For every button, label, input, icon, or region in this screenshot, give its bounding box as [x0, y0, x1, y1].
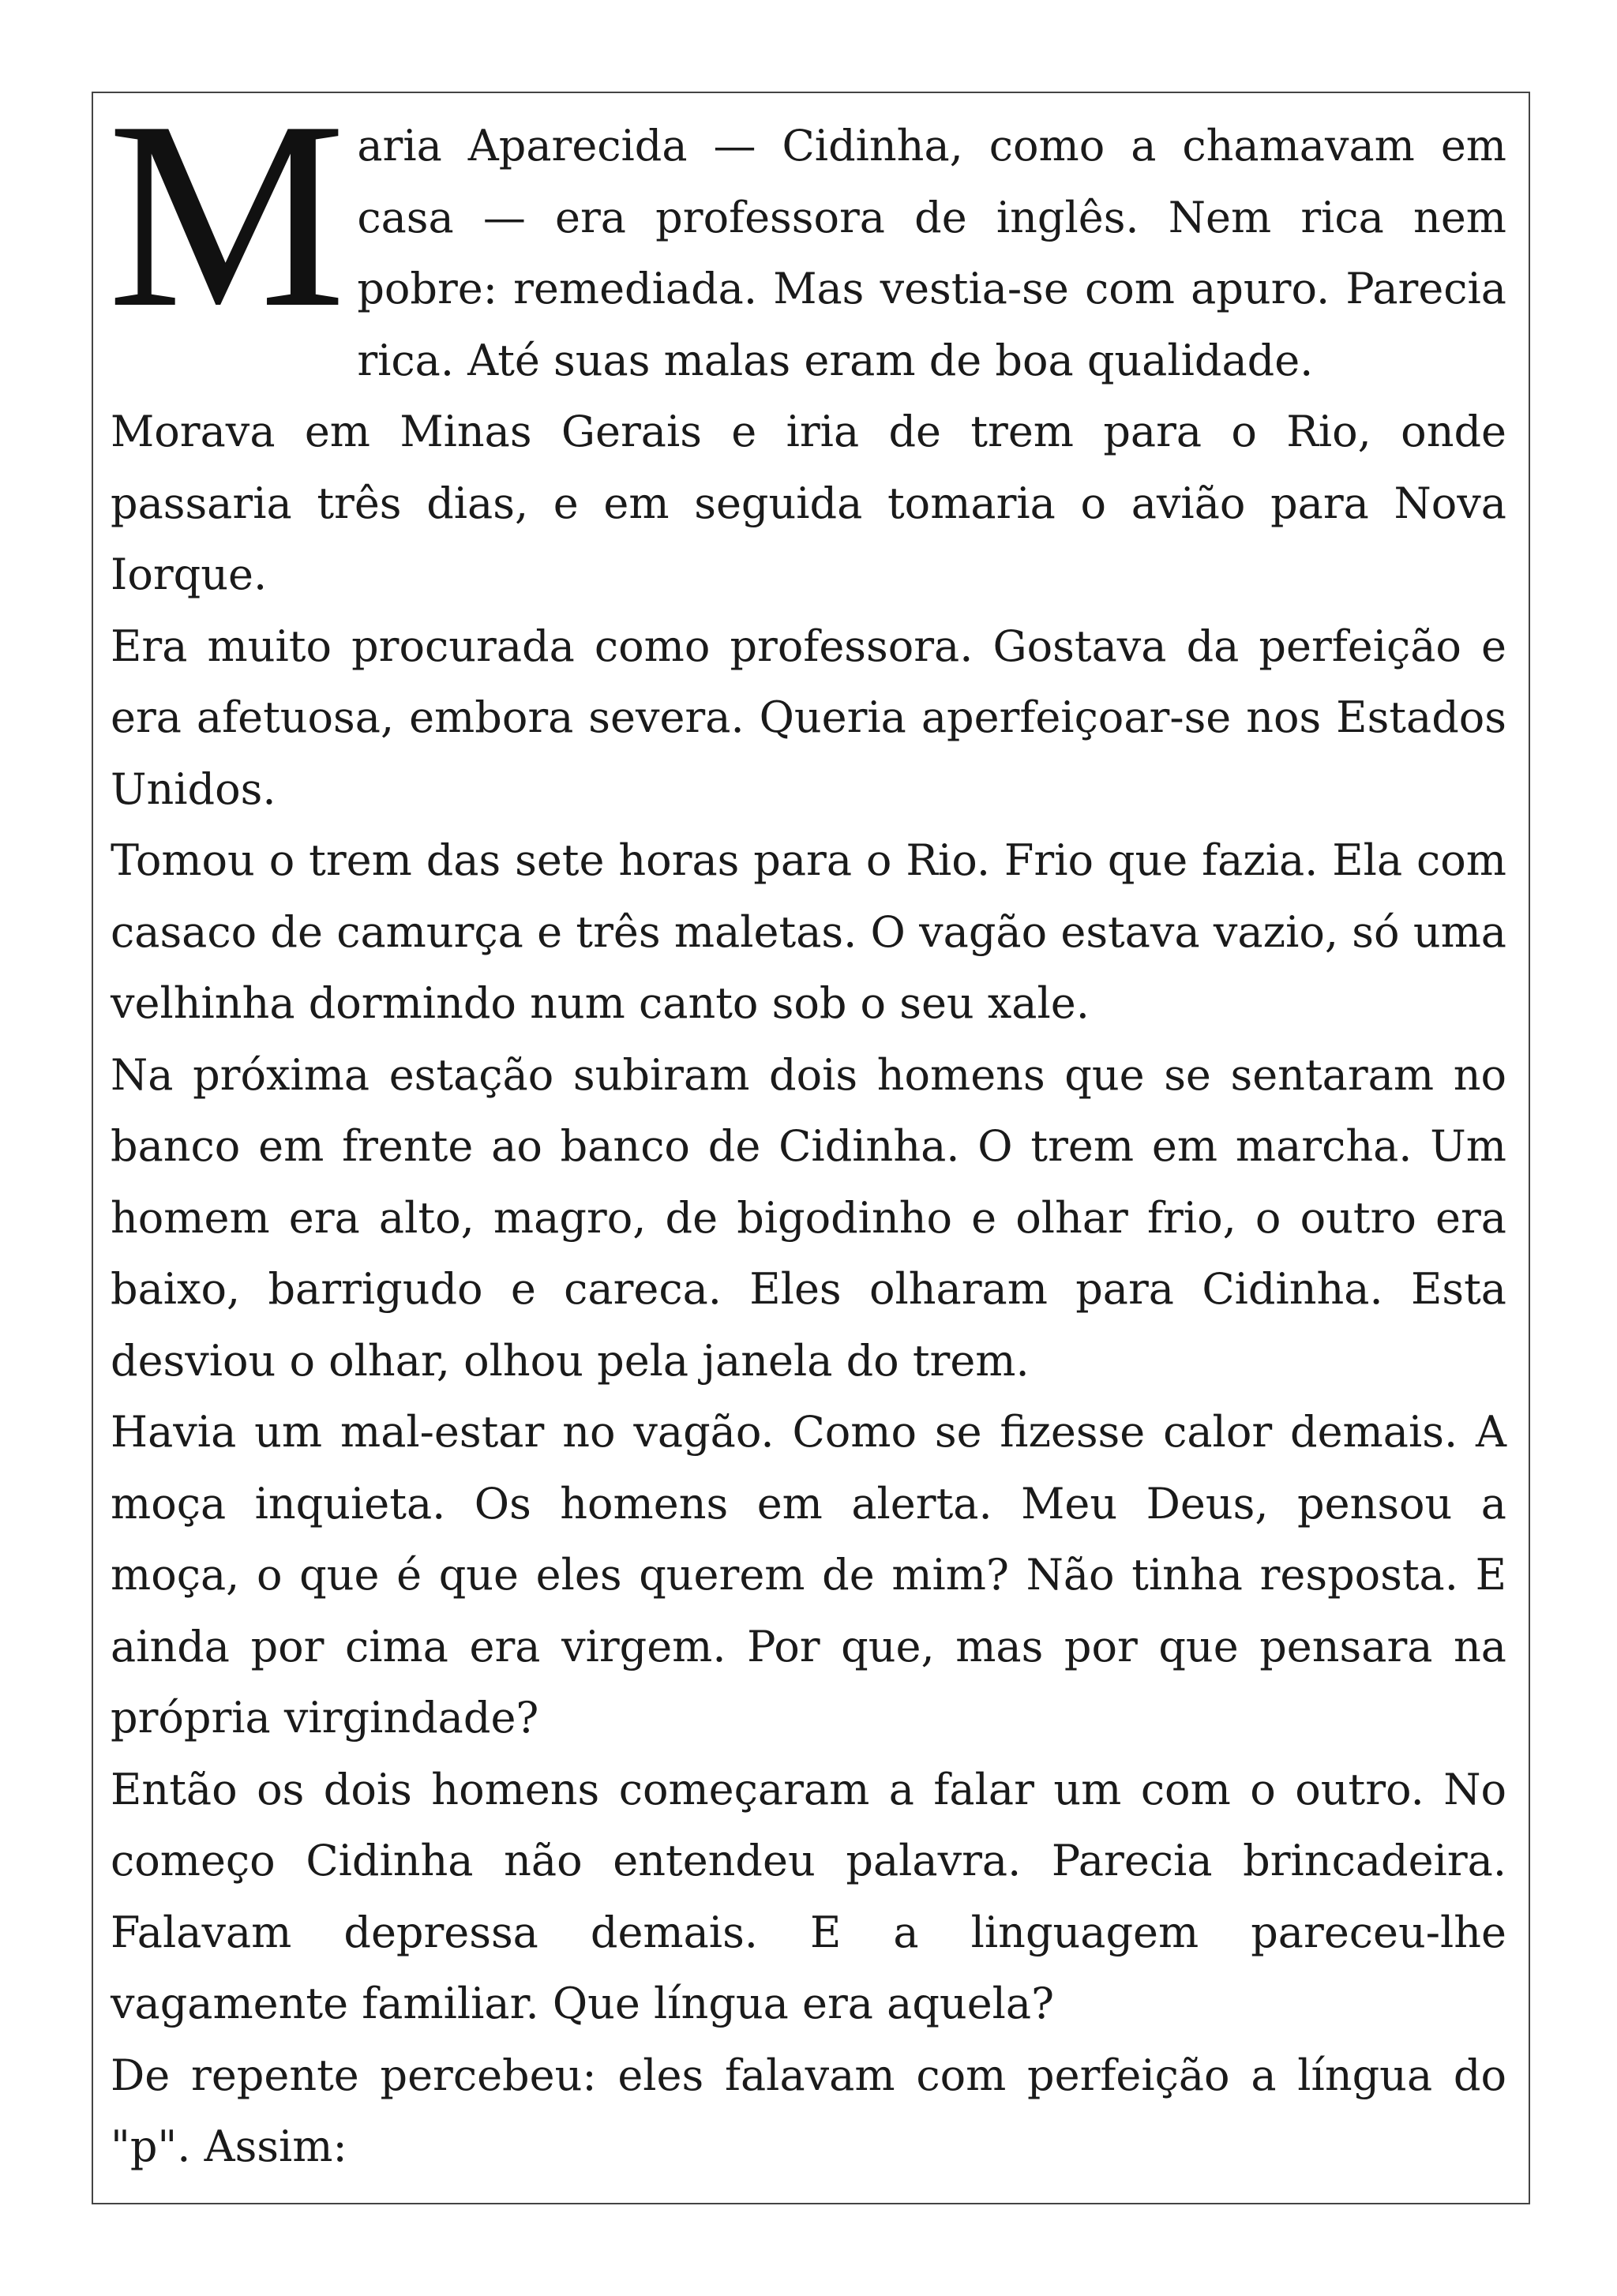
paragraph-1 — [107, 66, 1506, 396]
paragraph-3: Era muito procurada como professora. Gostava da perfeição e era afetuosa, embora severa. Queria aperfeiçoar-se nos Estados Unidos. — [111, 621, 1506, 814]
paragraph-5: Na próxima estação subiram dois homens que se sentaram no banco em frente ao banco de Cidinha. O trem em marcha. Um homem era alto, magro, de bigodinho e olhar frio, o outro era baixo, barrigudo e careca. Eles olharam para Cidinha. Esta desviou o olhar, olhou pela janela do trem. — [111, 1049, 1506, 1386]
paragraph-2: Morava em Minas Gerais e iria de trem para o Rio, onde passaria três dias, e em seguida tomaria o avião para Nova Iorque. — [111, 407, 1506, 599]
paragraph-8: De repente percebeu: eles falavam com perfeição a língua do "p". Assim: — [111, 2050, 1506, 2171]
paragraph-6: Havia um mal-estar no vagão. Como se fizesse calor demais. A moça inquieta. Os homens em alerta. Meu Deus, pensou a moça, o que é que eles querem de mim? Não tinha resposta. E ainda por cima era virgem. Por que, mas por que pensara na própria virgindade? — [111, 1407, 1506, 1743]
paragraph-7: Então os dois homens começaram a falar um com o outro. No começo Cidinha não entendeu palavra. Parecia brincadeira. Falavam depressa demais. E a linguagem pareceu-lhe vagamente familiar. Que língua era aquela? — [111, 1764, 1506, 2028]
paragraph-1-text: aria Aparecida — Cidinha, como a chamavam em casa — era professora de inglês. Nem rica nem pobre: remediada. Mas vestia-se com apuro. Parecia rica. Até suas malas eram de boa qualidade. — [357, 121, 1506, 385]
drop-cap-letter: M — [107, 66, 347, 363]
paragraph-4: Tomou o trem das sete horas para o Rio. Frio que fazia. Ela com casaco de camurça e três maletas. O vagão estava vazio, só uma velhinha dormindo num canto sob o seu xale. — [111, 835, 1506, 1028]
story-text — [107, 66, 1506, 2183]
